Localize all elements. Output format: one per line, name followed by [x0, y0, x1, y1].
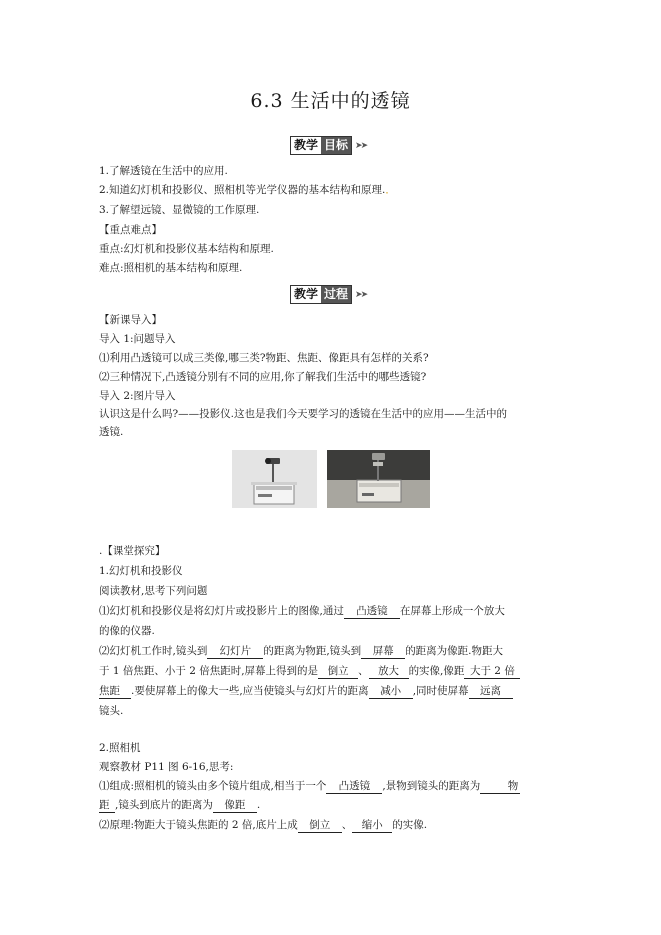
- answer-blank: 远离: [469, 685, 513, 699]
- answer-blank: 距: [99, 799, 115, 813]
- projector-question-2-line-4: 镜头.: [99, 705, 124, 717]
- badge-dark-word: 过程: [321, 286, 351, 303]
- projector-question-2: ⑵幻灯机工作时,镜头到 幻灯片 的距离为物距,镜头到 屏幕 的距离为像距.物距大: [99, 645, 504, 657]
- intro-heading: 【新课导入】: [99, 314, 162, 326]
- section-2-read: 观察教材 P11 图 6-16,思考:: [99, 761, 234, 773]
- answer-blank: 大于 2 倍: [464, 665, 520, 679]
- answer-blank: 物: [480, 780, 520, 794]
- section-1-title: 1.幻灯机和投影仪: [99, 565, 183, 577]
- intro-question-1: ⑴利用凸透镜可以成三类像,哪三类?物距、焦距、像距具有怎样的关系?: [99, 352, 429, 364]
- classroom-projector-image: [327, 450, 430, 508]
- projector-question-1: ⑴幻灯机和投影仪是将幻灯片或投影片上的图像,通过 凸透镜 在屏幕上形成一个放大: [99, 605, 505, 617]
- projector-image: [232, 450, 317, 508]
- camera-question-1-cont: 距 ,镜头到底片的距离为 像距 .: [99, 799, 261, 811]
- badge-dark-word: 目标: [321, 137, 351, 154]
- page-title: 6.3 生活中的透镜: [250, 90, 411, 112]
- projector-question-2-line-3: 焦距 .要使屏幕上的像大一些,应当使镜头与幻灯片的距离 减小 ,同时使屏幕 远离: [99, 684, 513, 699]
- intro-text-1: 认识这是什么吗?——投影仪.这也是我们今天要学习的透镜在生活中的应用——生活中的: [99, 408, 507, 420]
- intro-question-2: ⑵三种情况下,凸透镜分别有不同的应用,你了解我们生活中的哪些透镜?: [99, 371, 427, 383]
- answer-blank: 像距: [213, 799, 257, 813]
- camera-question-1: ⑴组成:照相机的镜头由多个镜片组成,相当于一个 凸透镜 ,景物到镜头的距离为 物: [99, 780, 519, 792]
- projector-photo-1: [232, 450, 317, 508]
- intro-text-2: 透镜.: [99, 426, 124, 438]
- projector-photo-2: [327, 450, 430, 508]
- projector-question-2-line-2: 于 1 倍焦距、小于 2 倍焦距时,屏幕上得到的是 倒立 、 放大 的实像,像距 大于 2 倍: [99, 664, 520, 679]
- double-arrow-icon: ➤➤: [355, 289, 367, 300]
- answer-blank: 幻灯片: [207, 645, 263, 659]
- teaching-process-badge: [290, 286, 366, 303]
- answer-blank: 焦距: [99, 685, 131, 699]
- intro-lead-1: 导入 1:问题导入: [99, 333, 176, 345]
- intro-lead-2: 导入 2:图片导入: [99, 390, 176, 402]
- teaching-goals-badge: [290, 137, 366, 154]
- badge-word: 教学: [291, 286, 321, 303]
- section-1-read: 阅读教材,思考下列问题: [99, 585, 208, 597]
- answer-blank: 缩小: [352, 819, 392, 833]
- section-2-title: 2.照相机: [99, 742, 141, 754]
- answer-blank: 放大: [369, 665, 409, 679]
- answer-blank: 凸透镜: [326, 780, 382, 794]
- key-point: 重点:幻灯机和投影仪基本结构和原理.: [99, 243, 274, 255]
- projector-question-1-cont: 的像的仪器.: [99, 625, 155, 637]
- badge-word: 教学: [291, 137, 321, 154]
- goal-3: 3.了解望远镜、显微镜的工作原理.: [99, 204, 260, 216]
- difficult-point: 难点:照相机的基本结构和原理.: [99, 262, 243, 274]
- goal-1: 1.了解透镜在生活中的应用.: [99, 165, 228, 177]
- explore-heading: .【课堂探究】: [99, 545, 166, 557]
- dot-mark-icon: ．: [385, 184, 396, 196]
- answer-blank: 倒立: [298, 819, 342, 833]
- answer-blank: 屏幕: [361, 645, 405, 659]
- key-points-heading: 【重点难点】: [99, 224, 162, 236]
- answer-blank: 减小: [369, 685, 413, 699]
- goal-2: 2.知道幻灯机和投影仪、照相机等光学仪器的基本结构和原理.．: [99, 184, 396, 196]
- answer-blank: 倒立: [318, 665, 358, 679]
- answer-blank: 凸透镜: [344, 605, 400, 619]
- double-arrow-icon: ➤➤: [355, 140, 367, 151]
- camera-question-2: ⑵原理:物距大于镜头焦距的 2 倍,底片上成 倒立 、 缩小 的实像.: [99, 819, 428, 831]
